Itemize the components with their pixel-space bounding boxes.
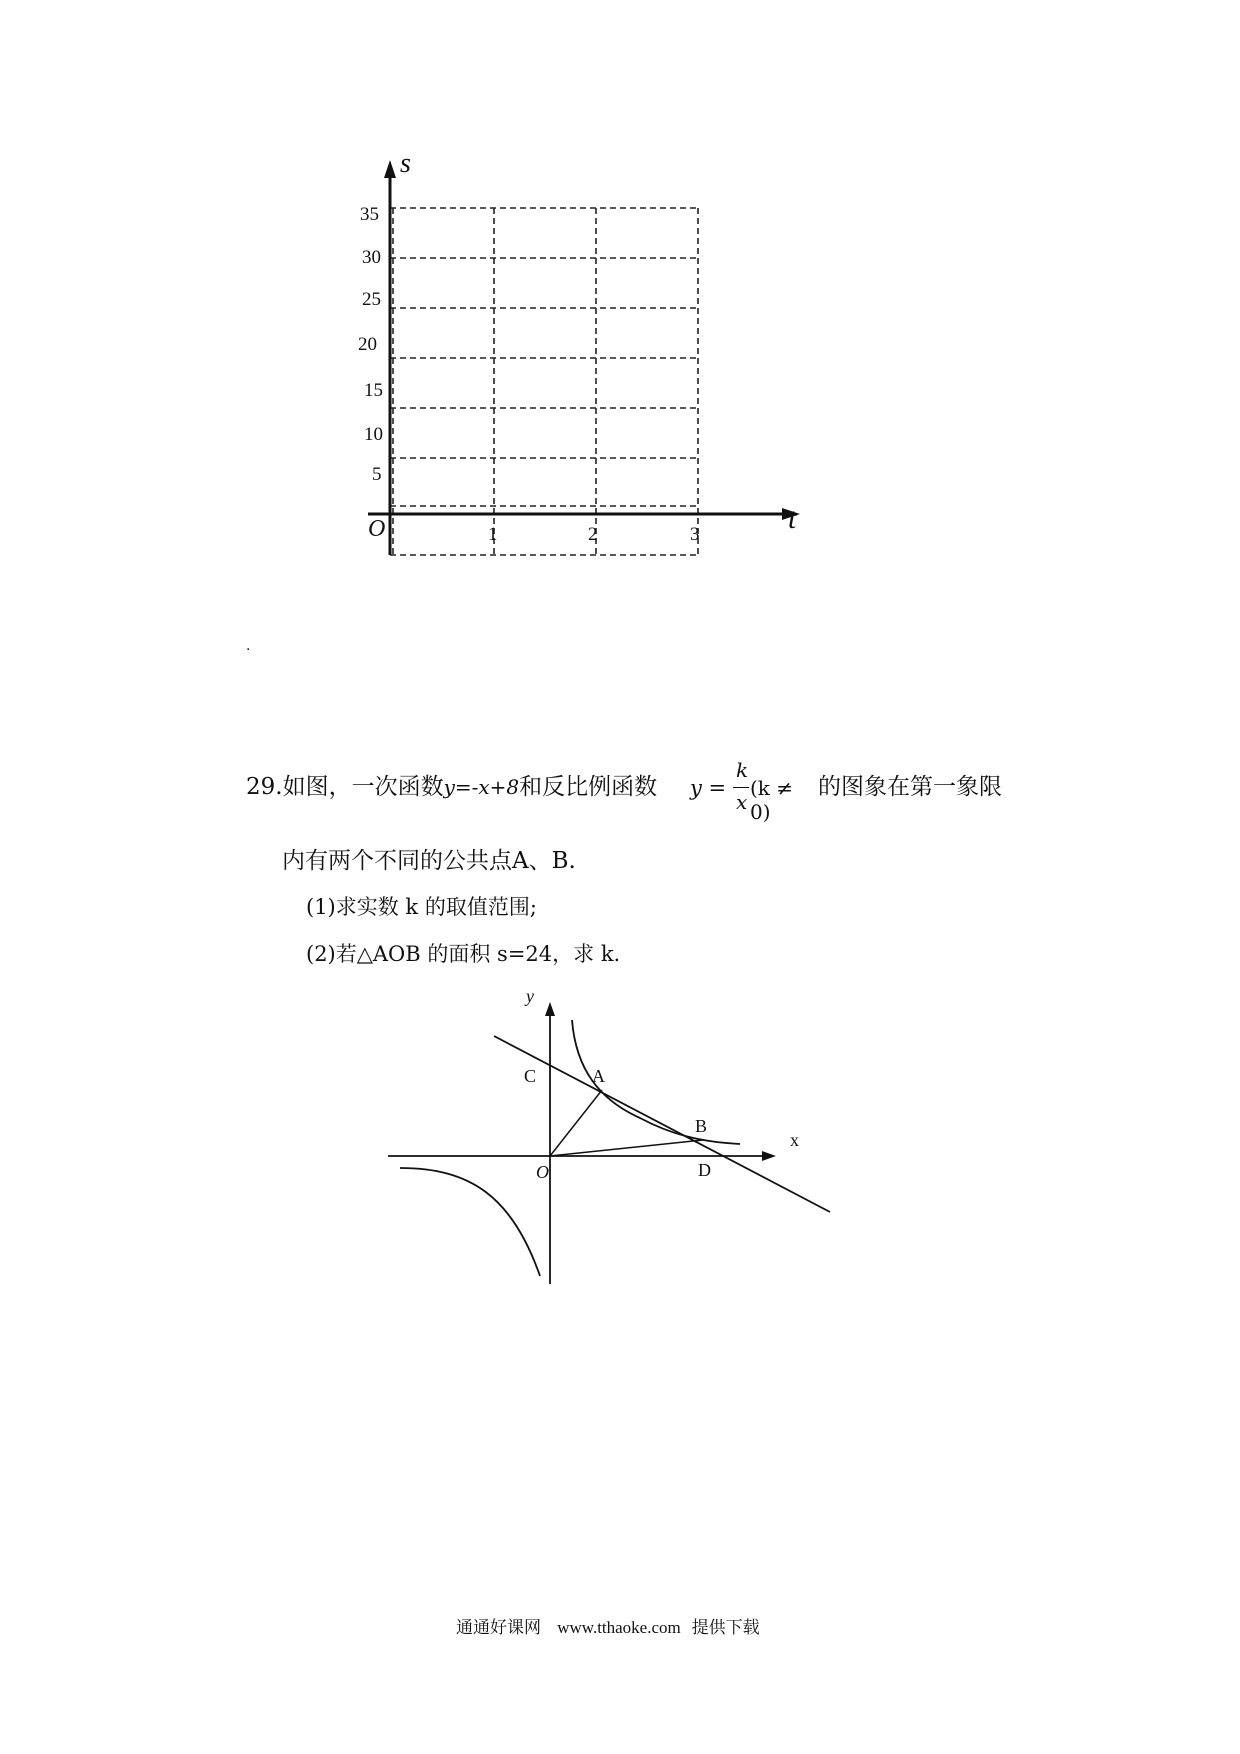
x-axis-label: x — [790, 1130, 799, 1150]
y-tick-label: 25 — [362, 289, 381, 310]
point-label-c: C — [524, 1066, 537, 1086]
x-tick-label: 2 — [588, 524, 598, 545]
x-tick-label: 1 — [488, 524, 498, 545]
equation-condition: (k ≠ 0) — [750, 776, 794, 824]
x-tick-label: 3 — [690, 524, 700, 545]
point-label-d: D — [698, 1160, 711, 1180]
problem-line-2: 内有两个不同的公共点A、B. — [282, 848, 576, 874]
y-tick-label: 30 — [362, 247, 381, 268]
x-axis-arrow — [762, 1151, 776, 1161]
y-tick-label: 15 — [364, 380, 383, 401]
segment-OA — [550, 1090, 602, 1156]
linear-function-line — [494, 1036, 830, 1212]
grid-lines — [390, 208, 700, 555]
question-1: (1)求实数 k 的取值范围; — [306, 895, 537, 919]
problem-text-c: 的图象在第一象限 — [818, 774, 1002, 800]
point-label-a: A — [592, 1066, 605, 1086]
fraction-denominator: x — [736, 790, 748, 814]
origin-label: O — [368, 516, 386, 542]
problem-text-b: 和反比例函数 — [519, 774, 658, 800]
footer — [456, 1613, 760, 1638]
inverse-function-equation — [690, 758, 815, 824]
footer-site-name: 通通好课网 — [456, 1618, 541, 1638]
problem-line-1 — [246, 772, 657, 802]
footer-suffix: 提供下载 — [691, 1618, 760, 1638]
s-t-grid-graph — [0, 0, 1240, 620]
footer-url[interactable]: www.tthaoke.com — [557, 1618, 681, 1637]
y-axis-label: y — [526, 986, 534, 1006]
equation-lhs: y = — [690, 776, 727, 800]
problem-number: 29. — [246, 774, 283, 800]
question-2: (2)若△AOB 的面积 s=24，求 k. — [306, 942, 621, 966]
function-graph — [0, 960, 1240, 1310]
problem-text-a: 如图，一次函数 — [282, 774, 444, 800]
fraction-numerator: k — [736, 758, 749, 782]
stray-dot: · — [246, 642, 251, 658]
y-tick-label: 5 — [372, 464, 382, 485]
fraction-bar — [733, 787, 749, 788]
y-axis-arrow — [545, 1002, 555, 1016]
y-tick-label: 20 — [358, 334, 377, 355]
linear-equation: y=-x+8 — [443, 775, 520, 799]
y-axis-arrow — [384, 160, 396, 178]
origin-label: O — [536, 1162, 549, 1182]
y-tick-label: 35 — [360, 204, 379, 225]
segment-OB — [550, 1140, 703, 1156]
hyperbola-branch-3 — [400, 1168, 540, 1276]
y-tick-label: 10 — [364, 424, 383, 445]
x-axis-label: t — [788, 502, 797, 535]
y-axis-label: s — [400, 148, 411, 179]
point-label-b: B — [695, 1116, 708, 1136]
